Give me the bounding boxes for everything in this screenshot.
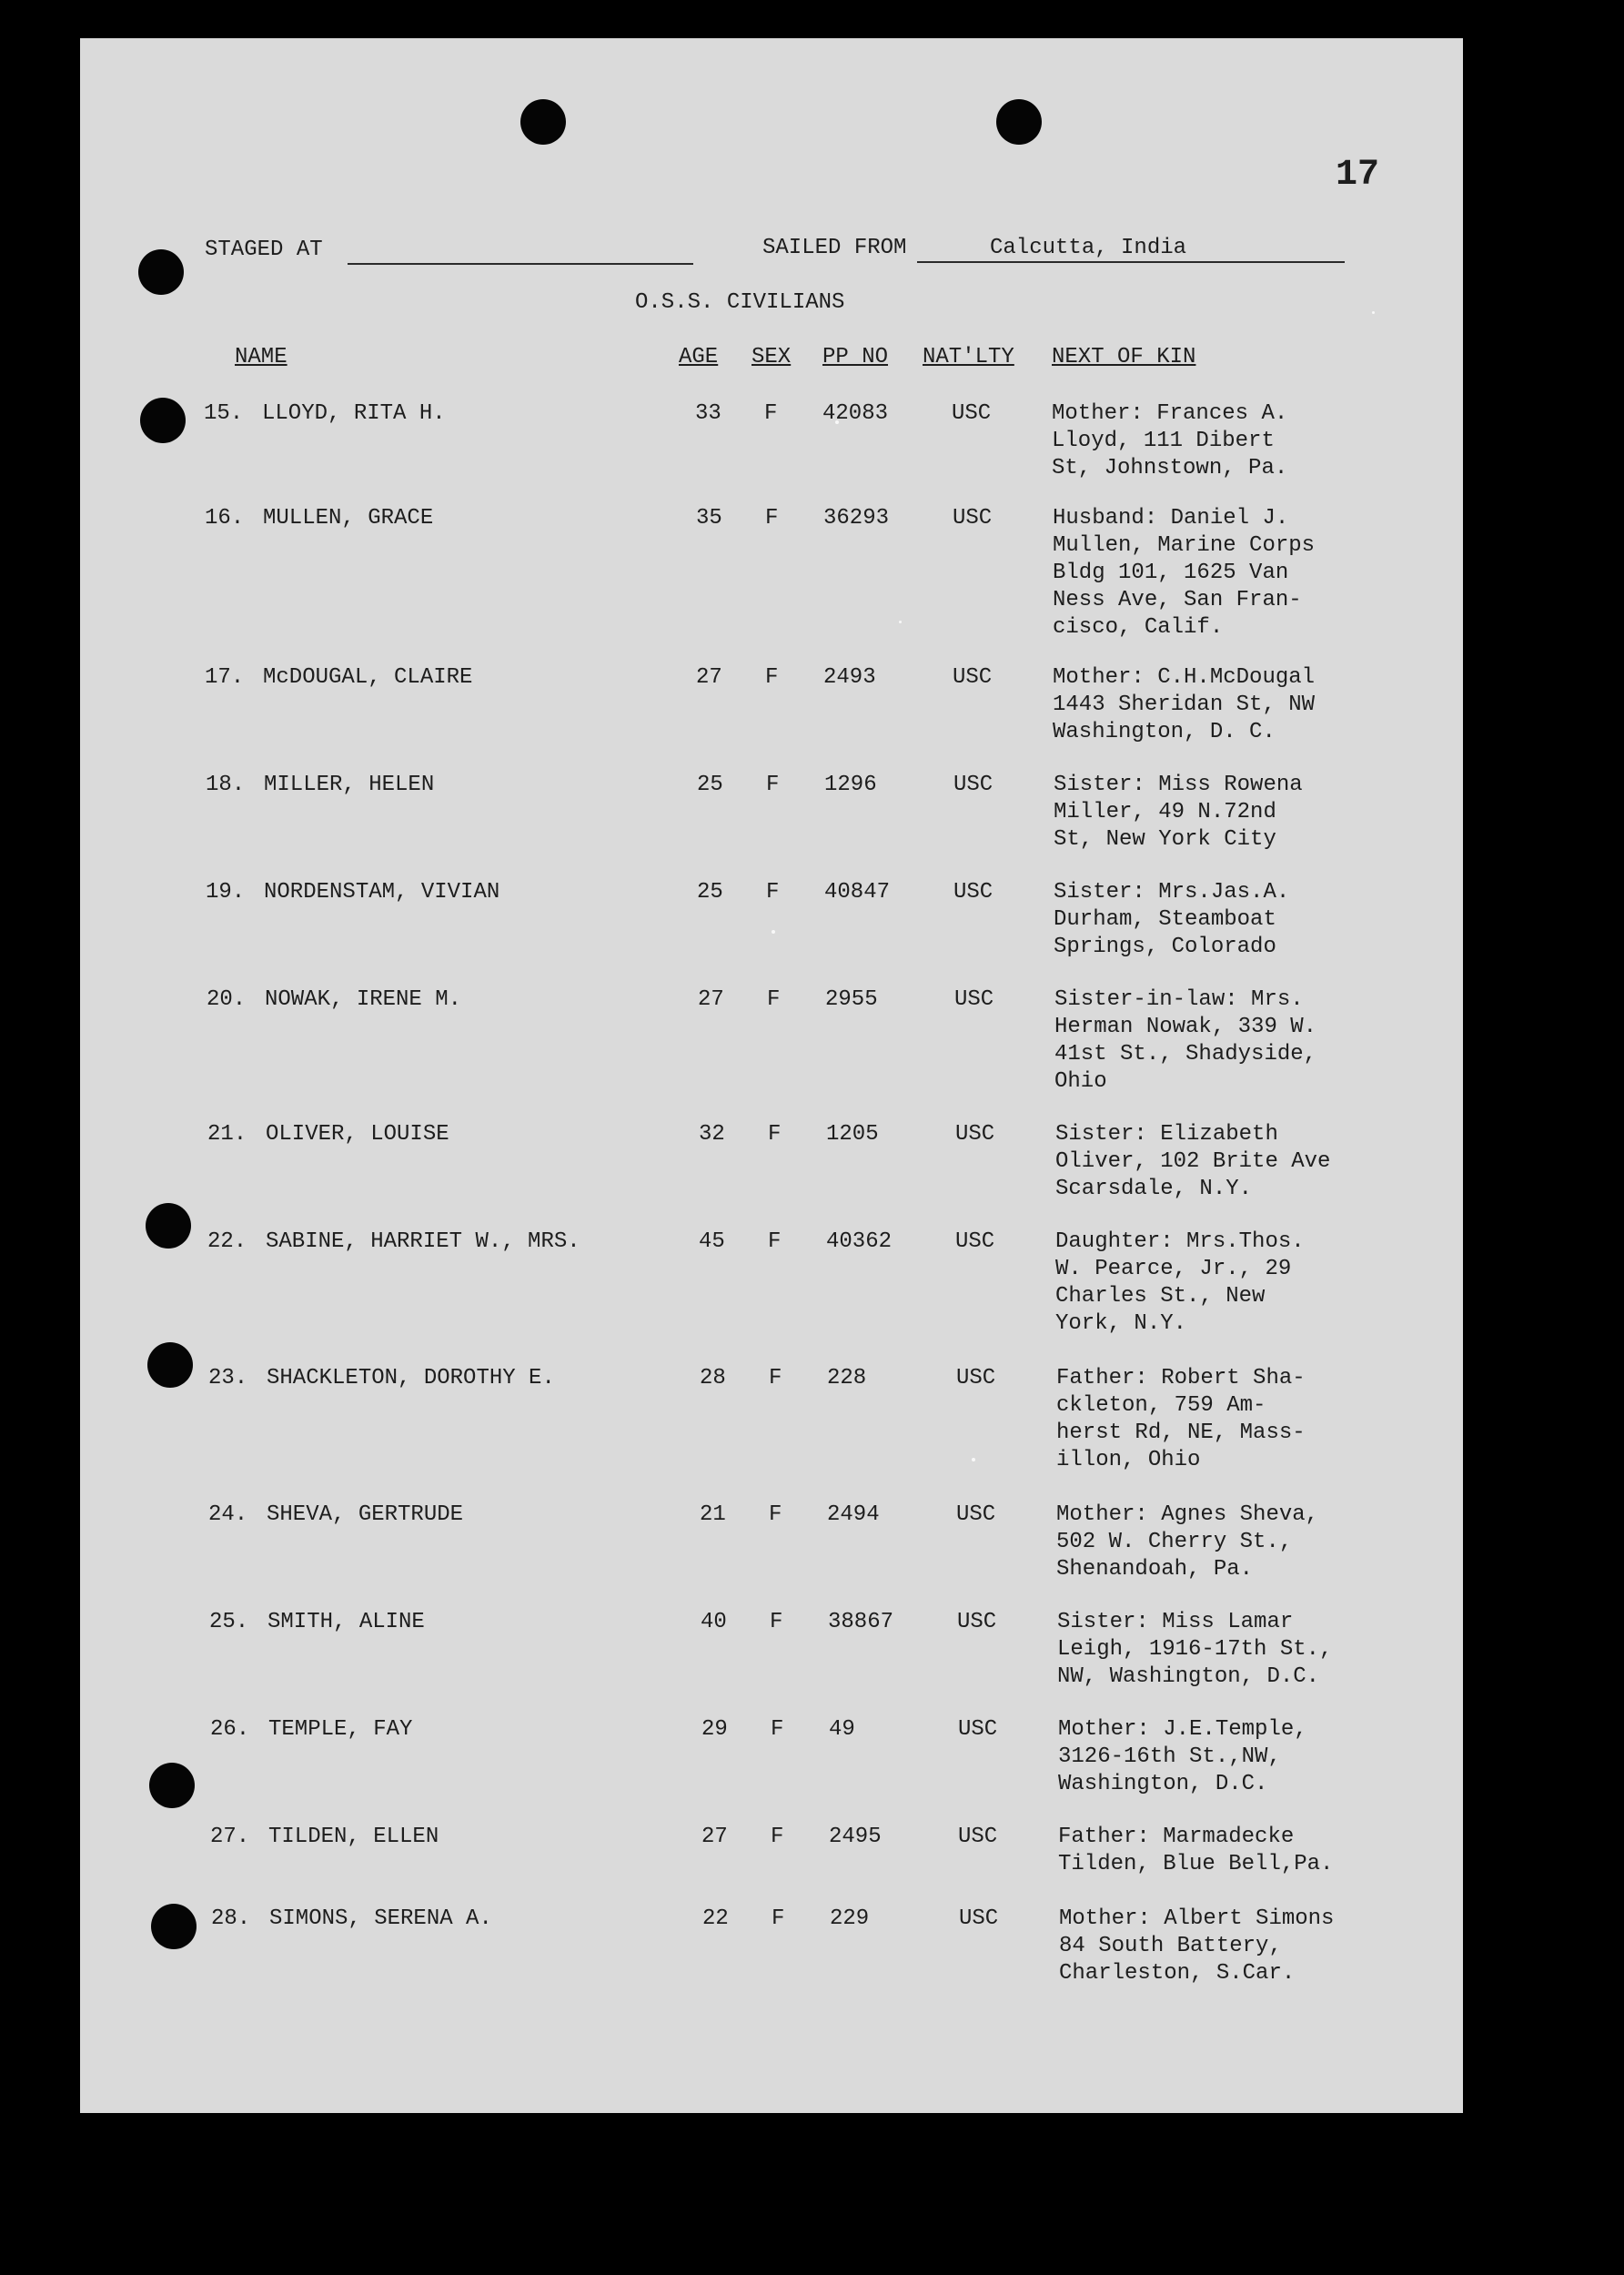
row-next-of-kin-line: Miller, 49 N.72nd <box>1054 800 1276 824</box>
row-next-of-kin-line: Scarsdale, N.Y. <box>1055 1177 1253 1201</box>
column-header-next-of-kin: NEXT OF KIN <box>1052 345 1196 369</box>
row-name: NORDENSTAM, VIVIAN <box>264 880 500 905</box>
row-name: SHACKLETON, DOROTHY E. <box>267 1366 555 1390</box>
row-age: 32 <box>699 1122 725 1147</box>
row-name: TILDEN, ELLEN <box>268 1825 439 1849</box>
row-natlty: USC <box>959 1906 999 1931</box>
row-pp-no: 1296 <box>824 773 877 797</box>
row-next-of-kin-line: 84 South Battery, <box>1059 1934 1282 1958</box>
row-next-of-kin-line: Durham, Steamboat <box>1054 907 1276 932</box>
row-sex: F <box>767 987 781 1012</box>
column-header-sex: SEX <box>751 345 792 369</box>
row-name: SABINE, HARRIET W., MRS. <box>266 1229 580 1254</box>
page-number: 17 <box>1336 155 1380 196</box>
row-natlty: USC <box>953 773 994 797</box>
table-row <box>80 505 1463 640</box>
row-next-of-kin-line: Lloyd, 111 Dibert <box>1052 429 1275 453</box>
row-name: McDOUGAL, CLAIRE <box>263 665 473 690</box>
row-sex: F <box>771 1717 784 1742</box>
row-age: 25 <box>697 773 723 797</box>
row-next-of-kin-line: herst Rd, NE, Mass- <box>1056 1421 1306 1445</box>
row-next-of-kin-line: Charleston, S.Car. <box>1059 1961 1296 1986</box>
row-next-of-kin-line: Washington, D.C. <box>1058 1772 1268 1796</box>
row-age: 45 <box>699 1229 725 1254</box>
table-row <box>80 879 1463 970</box>
row-number: 16. <box>205 506 245 531</box>
group-title: O.S.S. CIVILIANS <box>635 290 845 315</box>
row-next-of-kin-line: Mother: Albert Simons <box>1059 1906 1335 1931</box>
row-sex: F <box>772 1906 785 1931</box>
document-page <box>80 38 1463 2113</box>
row-age: 21 <box>700 1502 726 1527</box>
row-next-of-kin-line: illon, Ohio <box>1056 1448 1201 1472</box>
row-name: SIMONS, SERENA A. <box>269 1906 492 1931</box>
sailed-from-value: Calcutta, India <box>990 236 1187 260</box>
row-name: TEMPLE, FAY <box>268 1717 413 1742</box>
row-next-of-kin-line: Springs, Colorado <box>1054 935 1276 959</box>
row-sex: F <box>771 1825 784 1849</box>
staged-at-label: STAGED AT <box>205 238 323 262</box>
row-next-of-kin-line: Sister: Miss Rowena <box>1054 773 1303 797</box>
row-next-of-kin-line: Mother: C.H.McDougal <box>1053 665 1316 690</box>
row-next-of-kin-line: Sister: Miss Lamar <box>1057 1610 1294 1634</box>
row-pp-no: 229 <box>830 1906 870 1931</box>
row-name: MILLER, HELEN <box>264 773 435 797</box>
row-pp-no: 36293 <box>823 506 890 531</box>
row-number: 25. <box>209 1610 249 1634</box>
row-pp-no: 2493 <box>823 665 876 690</box>
row-sex: F <box>764 401 778 426</box>
row-next-of-kin-line: Father: Robert Sha- <box>1056 1366 1306 1390</box>
row-next-of-kin-line: Washington, D. C. <box>1053 720 1276 744</box>
table-row <box>80 664 1463 755</box>
row-age: 27 <box>698 987 724 1012</box>
row-natlty: USC <box>954 987 994 1012</box>
punch-hole <box>996 99 1042 145</box>
row-number: 17. <box>205 665 245 690</box>
row-sex: F <box>769 1502 782 1527</box>
row-next-of-kin-line: ckleton, 759 Am- <box>1056 1393 1266 1418</box>
row-next-of-kin-line: Mother: Frances A. <box>1052 401 1288 426</box>
row-next-of-kin-line: cisco, Calif. <box>1053 615 1224 640</box>
row-next-of-kin-line: Mother: Agnes Sheva, <box>1056 1502 1319 1527</box>
row-age: 33 <box>695 401 721 426</box>
column-header-age: AGE <box>679 345 719 369</box>
row-number: 23. <box>208 1366 248 1390</box>
row-next-of-kin-line: NW, Washington, D.C. <box>1057 1664 1320 1689</box>
row-next-of-kin-line: 502 W. Cherry St., <box>1056 1530 1293 1554</box>
row-next-of-kin-line: Oliver, 102 Brite Ave <box>1055 1149 1331 1174</box>
row-next-of-kin-line: Bldg 101, 1625 Van <box>1053 561 1289 585</box>
row-pp-no: 228 <box>827 1366 867 1390</box>
row-next-of-kin-line: Daughter: Mrs.Thos. <box>1055 1229 1305 1254</box>
row-natlty: USC <box>957 1610 997 1634</box>
sailed-from-underline <box>917 261 1345 263</box>
row-next-of-kin-line: Charles St., New <box>1055 1284 1266 1309</box>
row-natlty: USC <box>953 880 994 905</box>
row-next-of-kin-line: Tilden, Blue Bell,Pa. <box>1058 1852 1334 1876</box>
row-natlty: USC <box>953 506 993 531</box>
row-pp-no: 40362 <box>826 1229 893 1254</box>
row-next-of-kin-line: St, New York City <box>1054 827 1276 852</box>
row-next-of-kin-line: 3126-16th St.,NW, <box>1058 1744 1281 1769</box>
row-next-of-kin-line: Mullen, Marine Corps <box>1053 533 1316 558</box>
row-pp-no: 2494 <box>827 1502 880 1527</box>
row-sex: F <box>766 773 780 797</box>
row-sex: F <box>770 1610 783 1634</box>
row-natlty: USC <box>953 665 993 690</box>
row-age: 40 <box>701 1610 727 1634</box>
row-pp-no: 1205 <box>826 1122 879 1147</box>
row-next-of-kin-line: 1443 Sheridan St, NW <box>1053 693 1316 717</box>
row-natlty: USC <box>955 1229 995 1254</box>
table-row <box>80 1824 1463 1915</box>
row-next-of-kin-line: Father: Marmadecke <box>1058 1825 1295 1849</box>
table-row <box>80 1365 1463 1472</box>
table-row <box>80 1121 1463 1212</box>
row-name: SHEVA, GERTRUDE <box>267 1502 464 1527</box>
row-pp-no: 40847 <box>824 880 891 905</box>
row-next-of-kin-line: Ness Ave, San Fran- <box>1053 588 1302 612</box>
row-name: MULLEN, GRACE <box>263 506 434 531</box>
table-row <box>80 772 1463 863</box>
row-sex: F <box>768 1122 782 1147</box>
row-number: 19. <box>206 880 246 905</box>
row-age: 27 <box>701 1825 728 1849</box>
row-next-of-kin-line: Ohio <box>1054 1069 1107 1094</box>
row-number: 20. <box>207 987 247 1012</box>
row-sex: F <box>765 506 779 531</box>
row-number: 26. <box>210 1717 250 1742</box>
row-name: SMITH, ALINE <box>267 1610 425 1634</box>
row-next-of-kin-line: Mother: J.E.Temple, <box>1058 1717 1307 1742</box>
row-sex: F <box>765 665 779 690</box>
row-natlty: USC <box>955 1122 995 1147</box>
row-name: NOWAK, IRENE M. <box>265 987 462 1012</box>
row-age: 29 <box>701 1717 728 1742</box>
row-next-of-kin-line: Husband: Daniel J. <box>1053 506 1289 531</box>
row-age: 22 <box>702 1906 729 1931</box>
row-next-of-kin-line: Leigh, 1916-17th St., <box>1057 1637 1333 1662</box>
row-natlty: USC <box>956 1366 996 1390</box>
row-number: 15. <box>204 401 244 426</box>
sailed-from-label: SAILED FROM <box>762 236 907 260</box>
table-row <box>80 1716 1463 1807</box>
row-natlty: USC <box>956 1502 996 1527</box>
staged-at-underline <box>348 263 693 265</box>
row-next-of-kin-line: 41st St., Shadyside, <box>1054 1042 1317 1067</box>
row-pp-no: 42083 <box>822 401 889 426</box>
row-name: OLIVER, LOUISE <box>266 1122 449 1147</box>
column-header-natlty: NAT'LTY <box>923 345 1014 369</box>
row-next-of-kin-line: York, N.Y. <box>1055 1311 1187 1336</box>
table-row <box>80 1228 1463 1336</box>
row-number: 22. <box>207 1229 247 1254</box>
punch-hole <box>520 99 566 145</box>
row-next-of-kin-line: Sister: Elizabeth <box>1055 1122 1278 1147</box>
row-age: 28 <box>700 1366 726 1390</box>
table-row <box>80 1609 1463 1700</box>
row-natlty: USC <box>958 1717 998 1742</box>
row-sex: F <box>766 880 780 905</box>
row-pp-no: 2955 <box>825 987 878 1012</box>
row-pp-no: 38867 <box>828 1610 894 1634</box>
row-sex: F <box>768 1229 782 1254</box>
table-row <box>80 986 1463 1094</box>
row-next-of-kin-line: W. Pearce, Jr., 29 <box>1055 1257 1292 1281</box>
row-number: 24. <box>208 1502 248 1527</box>
row-next-of-kin-line: Shenandoah, Pa. <box>1056 1557 1254 1582</box>
table-row <box>80 400 1463 491</box>
row-sex: F <box>769 1366 782 1390</box>
row-number: 27. <box>210 1825 250 1849</box>
column-header-pp-no: PP NO <box>822 345 889 369</box>
column-header-name: NAME <box>235 345 287 369</box>
row-natlty: USC <box>958 1825 998 1849</box>
row-next-of-kin-line: Sister: Mrs.Jas.A. <box>1054 880 1290 905</box>
row-number: 18. <box>206 773 246 797</box>
row-age: 35 <box>696 506 722 531</box>
row-next-of-kin-line: Sister-in-law: Mrs. <box>1054 987 1304 1012</box>
table-row <box>80 1906 1463 1997</box>
row-natlty: USC <box>952 401 992 426</box>
row-next-of-kin-line: Herman Nowak, 339 W. <box>1054 1015 1317 1039</box>
row-number: 21. <box>207 1122 247 1147</box>
punch-hole <box>138 249 184 295</box>
row-age: 27 <box>696 665 722 690</box>
row-age: 25 <box>697 880 723 905</box>
row-name: LLOYD, RITA H. <box>262 401 446 426</box>
row-next-of-kin-line: St, Johnstown, Pa. <box>1052 456 1288 480</box>
row-pp-no: 2495 <box>829 1825 882 1849</box>
table-row <box>80 1502 1463 1592</box>
row-number: 28. <box>211 1906 251 1931</box>
row-pp-no: 49 <box>829 1717 855 1742</box>
